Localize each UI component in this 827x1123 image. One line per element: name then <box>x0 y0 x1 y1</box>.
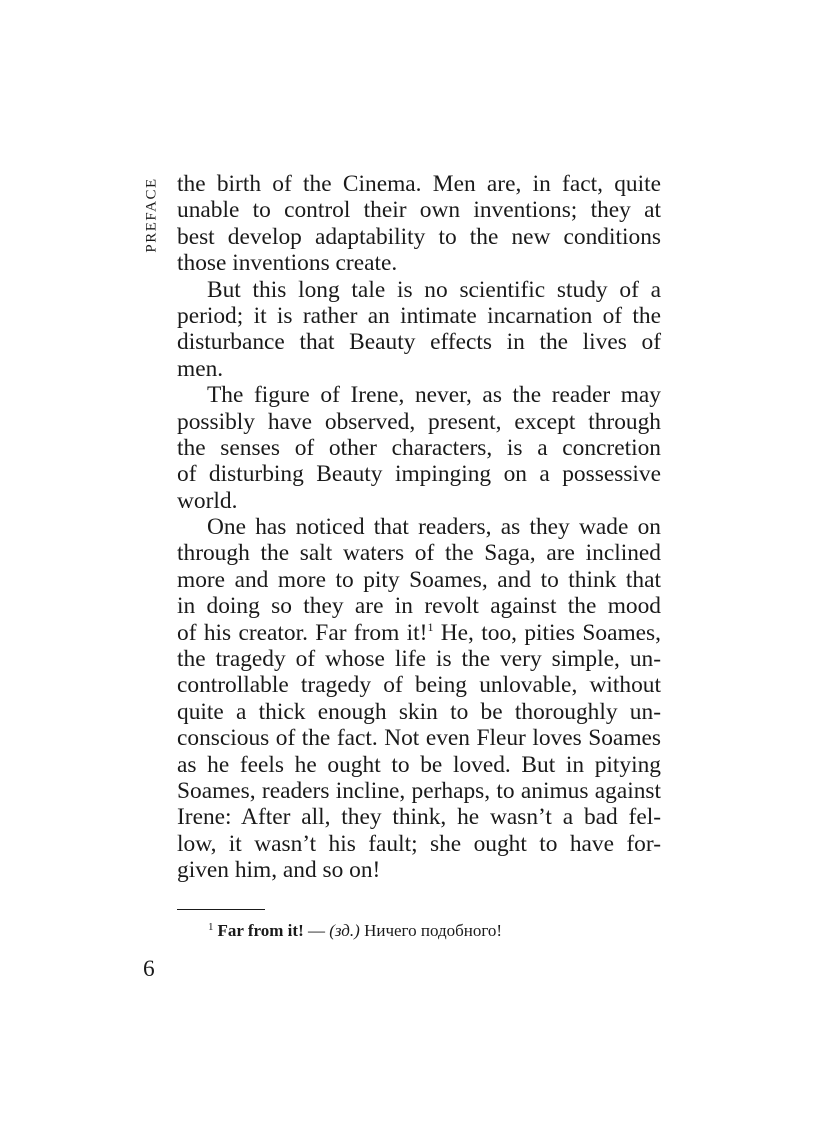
text-line: disturbance that Beauty effects in the lives of <box>177 329 661 356</box>
text-line: as he feels he ought to be loved. But in pitying <box>177 751 661 778</box>
running-head-text: PREFACE <box>143 177 160 253</box>
text-line: through the salt waters of the Saga, are inclined <box>177 540 661 567</box>
text-line: period; it is rather an intimate incarnation of the <box>177 302 661 329</box>
body-text <box>177 171 661 884</box>
text-line: world. <box>177 487 238 514</box>
text-line: Irene: After all, they think, he wasn’t a bad fel- <box>177 804 661 831</box>
footnote <box>208 916 502 942</box>
text-line-with-footnote-ref <box>177 620 661 646</box>
text-line: the tragedy of whose life is the very simple, un- <box>177 646 661 673</box>
text-line: men. <box>177 355 224 382</box>
footnote-dash: — <box>303 921 330 940</box>
paragraph-start-line: The figure of Irene, never, as the reader may <box>207 382 661 409</box>
footnote-divider <box>177 909 265 910</box>
footnote-number: 1 <box>208 921 214 933</box>
text-line: best develop adaptability to the new conditions <box>177 223 661 250</box>
text-line: the birth of the Cinema. Men are, in fact, quite <box>177 171 661 197</box>
text-line: given him, and so on! <box>177 857 381 884</box>
footnote-reference[interactable]: 1 <box>427 619 434 634</box>
paragraph-start-line: One has noticed that readers, as they wade on <box>207 514 661 541</box>
text-line: those inventions create. <box>177 250 398 277</box>
line-text: He, too, pities Soames, <box>433 619 661 646</box>
text-line: possibly have observed, present, except through <box>177 408 661 435</box>
text-line: low, it wasn’t his fault; she ought to have for- <box>177 830 661 857</box>
paragraph-start-line: But this long tale is no scientific study of a <box>207 276 661 303</box>
text-line: quite a thick enough skin to be thoroughly un- <box>177 698 661 725</box>
text-line: controllable tragedy of being unlovable, without <box>177 672 661 699</box>
footnote-usage-note: (зд.) <box>329 921 360 940</box>
text-line: unable to control their own inventions; they at <box>177 197 661 224</box>
text-line: conscious of the fact. Not even Fleur loves Soames <box>177 725 661 752</box>
text-line: the senses of other characters, is a concretion <box>177 434 661 461</box>
text-line: more and more to pity Soames, and to think that <box>177 566 661 593</box>
running-head <box>140 175 164 255</box>
text-line: Soames, readers incline, perhaps, to animus against <box>177 777 661 804</box>
footnote-translation: Ничего подобного! <box>359 921 503 940</box>
page-number: 6 <box>143 956 155 982</box>
footnote-term: Far from it! <box>217 921 304 940</box>
text-line: of disturbing Beauty impinging on a possessive <box>177 461 661 488</box>
line-text: of his creator. Far from it! <box>177 619 428 646</box>
text-line: in doing so they are in revolt against the mood <box>177 593 661 620</box>
